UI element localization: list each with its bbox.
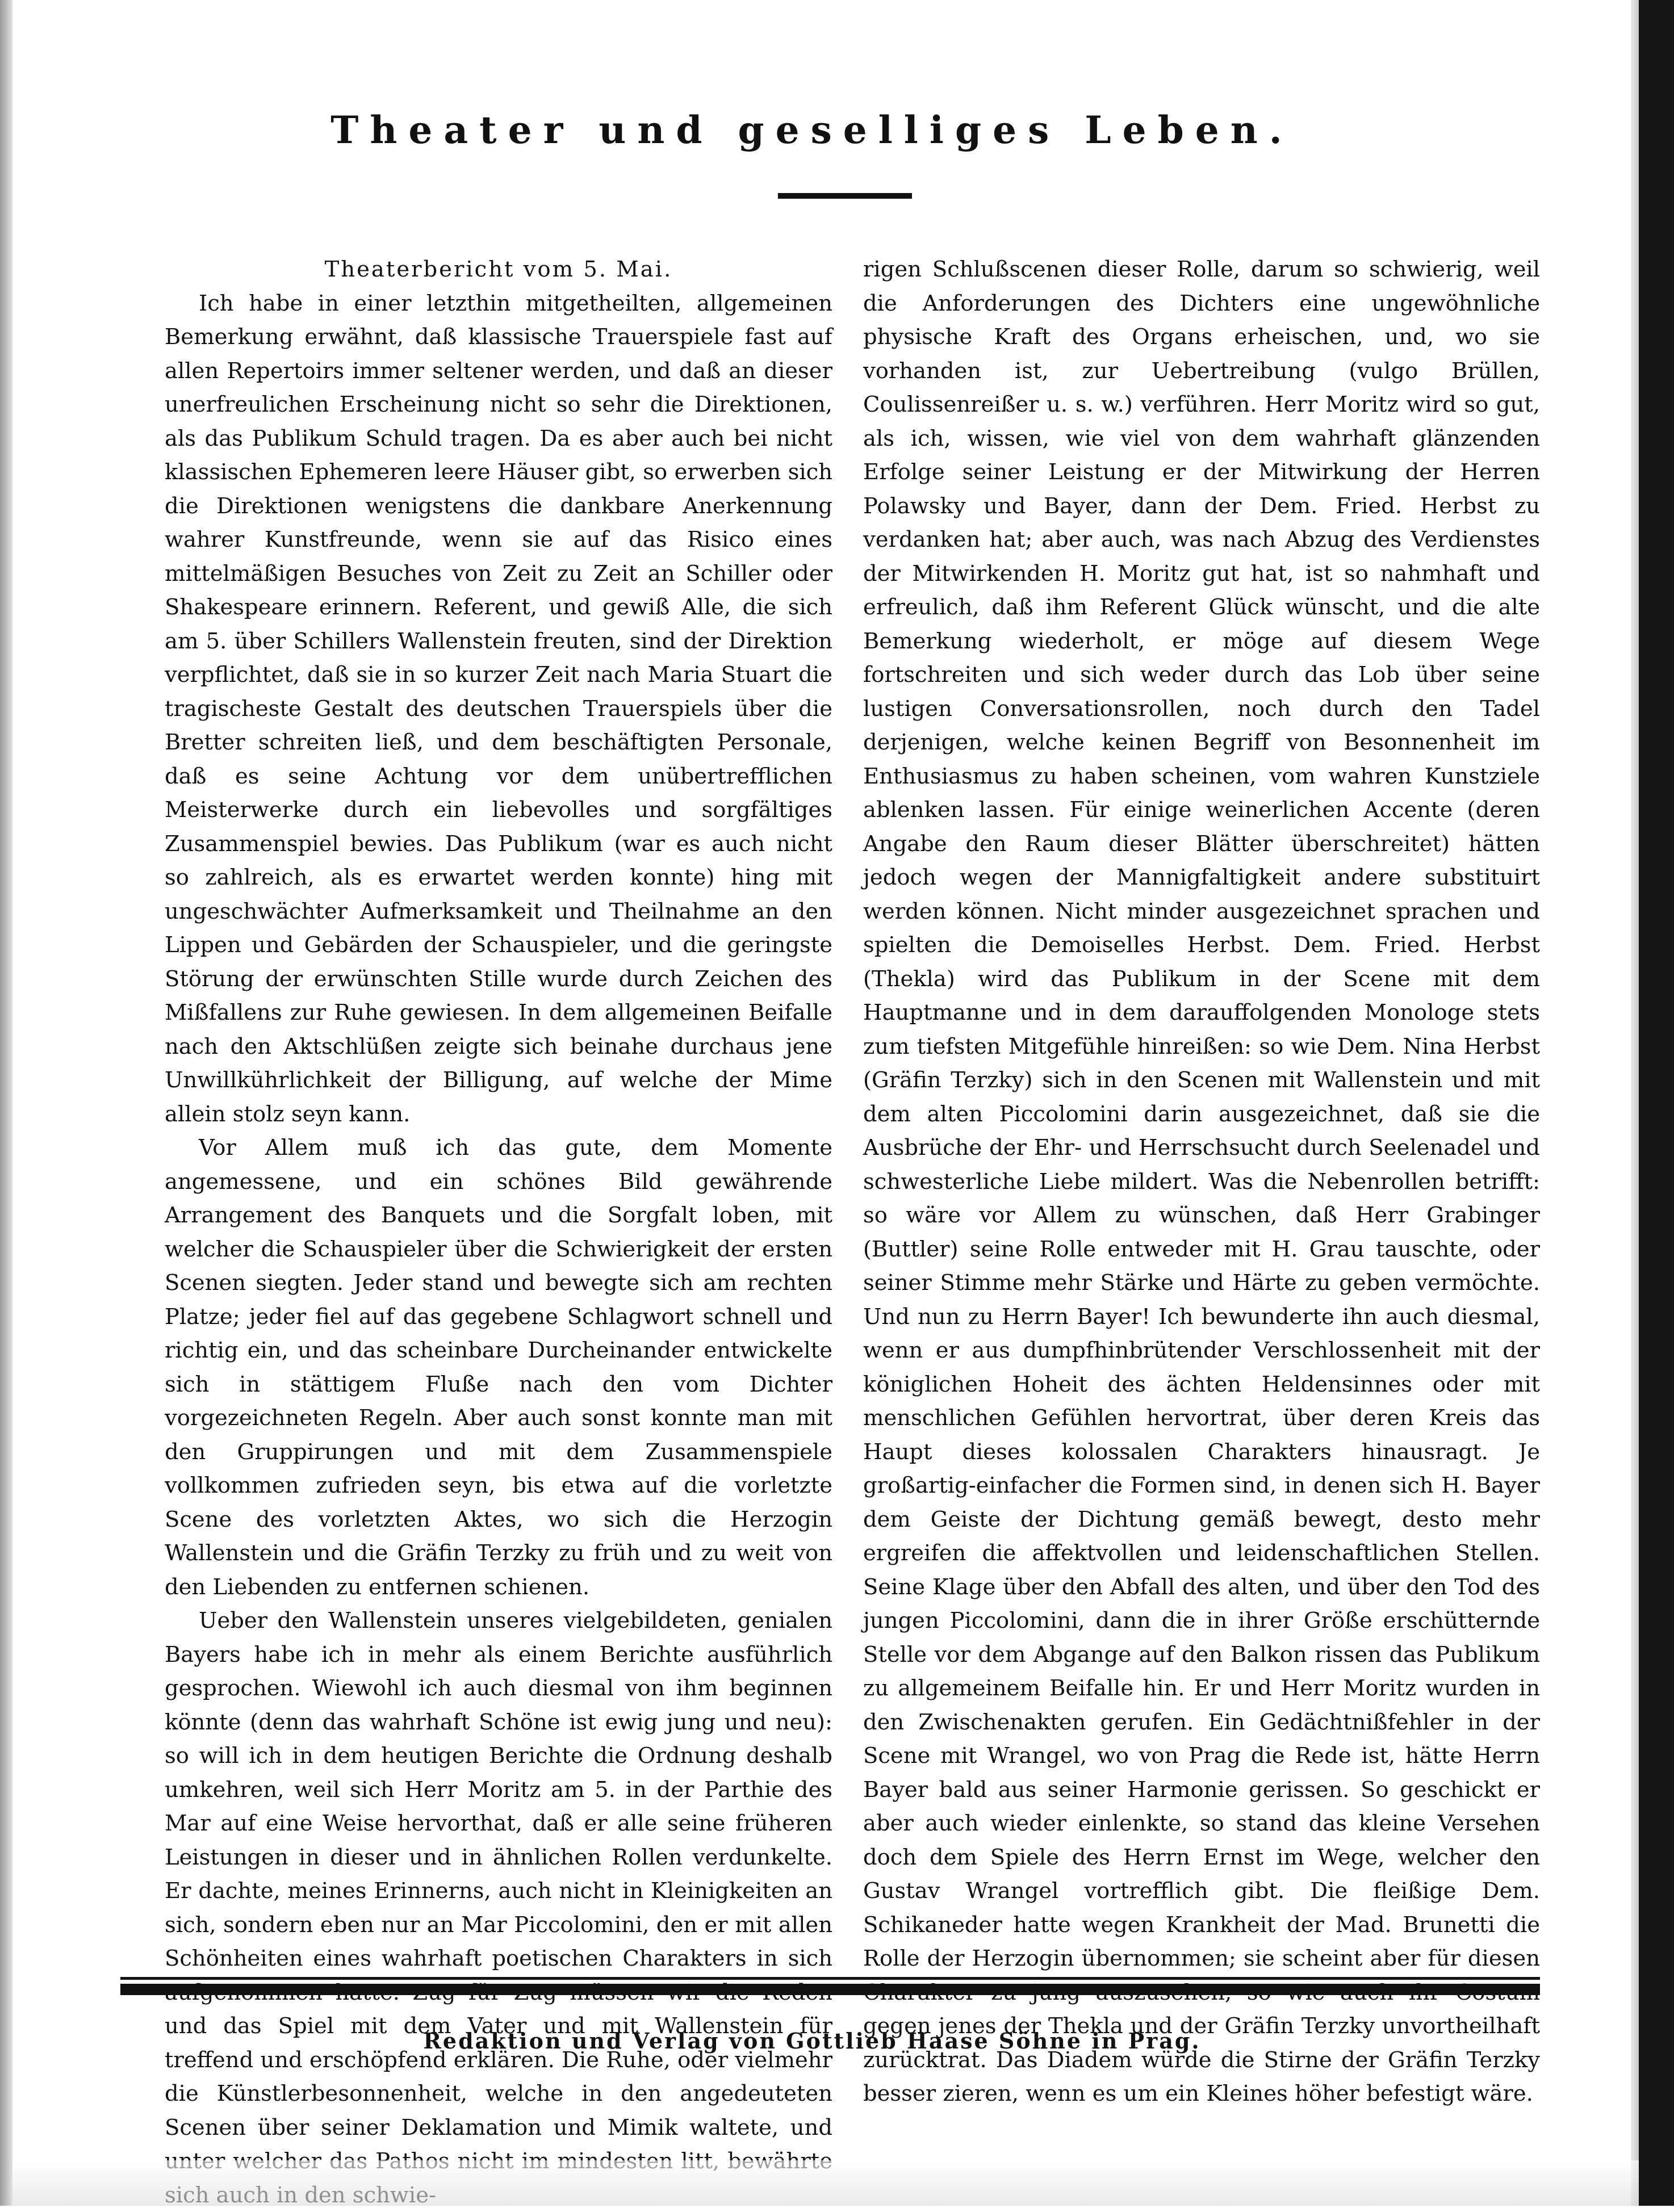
scan-edge-right — [1639, 0, 1674, 2206]
scan-bottom-smudge — [12, 2160, 1639, 2206]
article-paragraph: Ich habe in einer letzthin mitgetheilten, allgemeinen Bemerkung erwähnt, daß klassische Trauerspiele fast auf allen Repertoirs immer seltener werden, und daß an dieser unerfreulichen Erscheinung nicht so sehr die Direktionen, als das Publikum Schuld tragen. Da es aber auch bei nicht klassischen Ephemeren leere Häuser gibt, so erwerben sich die Direktionen wenigstens die dankbare Anerkennung wahrer Kunstfreunde, wenn sie auf das Risico eines mittelmäßigen Besuches von Zeit zu Zeit an Schiller oder Shakespeare erinnern. Referent, und gewiß Alle, die sich am 5. über Schillers Wallenstein freuten, sind der Direktion verpflichtet, daß sie in so kurzer Zeit nach Maria Stuart die tragischeste Gestalt des deutschen Trauerspiels über die Bretter schreiten ließ, und dem beschäftigten Personale, daß es seine Achtung vor dem unübertrefflichen Meisterwerke durch ein liebevolles und sorgfältiges Zusammenspiel bewies. Das Publikum (war es auch nicht so zahlreich, als es erwartet werden konnte) hing mit ungeschwächter Aufmerksamkeit und Theilnahme an den Lippen und Gebärden der Schauspieler, und die geringste Störung der erwünschten Stille wurde durch Zeichen des Mißfallens zur Ruhe gewiesen. In dem allgemeinen Beifalle nach den Aktschlüßen zeigte sich beinahe durchaus jene Unwillkührlichkeit der Billigung, auf welche der Mime allein stolz seyn kann. — [165, 290, 832, 1127]
imprint: Redaktion und Verlag von Gottlieb Haase Söhne in Prag. — [423, 2028, 1201, 2054]
scan-edge-right-shadow — [1631, 0, 1639, 2206]
title-rule — [778, 193, 912, 199]
article-paragraph-continued: rigen Schlußscenen dieser Rolle, darum so schwierig, weil die Anforderungen des Dichters eine ungewöhnliche physische Kraft des Organs erheischen, und, wo sie vorhanden ist, zur Uebertreibung (vulgo Brüllen, Coulissenreißer u. s. w.) verführen. Herr Moritz wird so gut, als ich, wissen, wie viel von dem wahrhaft glänzenden Erfolge seiner Leistung er der Mitwirkung der Herren Polawsky und Bayer, dann der Dem. Fried. Herbst zu verdanken hat; aber auch, was nach Abzug des Verdienstes der Mitwirkenden H. Moritz gut hat, ist so nahmhaft und erfreulich, daß ihm Referent Glück wünscht, und die alte Bemerkung wiederholt, er möge auf diesem Wege fortschreiten und sich weder durch das Lob über seine lustigen Conversationsrollen, noch durch den Tadel derjenigen, welche keinen Begriff von Besonnenheit im Enthusiasmus zu haben scheinen, vom wahren Kunstziele ablenken lassen. Für einige weinerlichen Accente (deren Angabe den Raum dieser Blätter überschreitet) hätten jedoch wegen der Mannigfaltigkeit andere substituirt werden können. Nicht minder ausgezeichnet sprachen und spielten die Demoiselles Herbst. Dem. Fried. Herbst (Thekla) wird das Publikum in der Scene mit dem Hauptmanne und in dem darauffolgenden Monologe stets zum tiefsten Mitgefühle hinreißen: so wie Dem. Nina Herbst (Gräfin Terzky) sich in den Scenen mit Wallenstein und mit dem alten Piccolomini darin ausgezeichnet, daß sie die Ausbrüche der Ehr- und Herrschsucht durch Seelenadel und schwesterliche Liebe mildert. Was die Nebenrollen betrifft: so wäre vor Allem zu wünschen, daß Herr Grabinger (Buttler) seine Rolle entweder mit H. Grau tauschte, oder seiner Stimme mehr Stärke und Härte zu geben vermöchte. Und nun zu Herrn Bayer! Ich bewunderte ihn auch diesmal, wenn er aus dumpfhinbrütender Verschlossenheit mit der königlichen Hoheit des ächten Heldensinnes oder mit menschlichen Gefühlen hervortrat, über deren Kreis das Haupt dieses kolossalen Charakters hinausragt. Je großartig-einfacher die Formen sind, in denen sich H. Bayer dem Geiste der Dichtung gemäß bewegt, desto mehr ergreifen die affektvollen und leidenschaftlichen Stellen. Seine Klage über den Abfall des alten, und über den Tod des jungen Piccolomini, dann die in ihrer Größe erschütternde Stelle vor dem Abgange auf den Balkon rissen das Publikum zu allgemeinem Beifalle hin. Er und Herr Moritz wurden in den Zwischenakten gerufen. Ein Gedächtnißfehler in der Scene mit Wrangel, wo von Prag die Rede ist, hätte Herrn Bayer bald aus seiner Harmonie gerissen. So geschickt er aber auch wieder einlenkte, so stand das kleine Versehen doch dem Spiele des Herrn Ernst im Wege, welcher den Gustav Wrangel vortrefflich gibt. Die fleißige Dem. Schikaneder hatte wegen Krankheit der Mad. Brunetti die Rolle der Herzogin übernommen; sie scheint aber für diesen gegen jenes der Thekla und der Gräfin Terzky unvortheilhaft zurücktrat. Das Diadem würde die Stirne der Gräfin Terzky besser zieren, wenn es um ein Kleines höher befestigt wäre. — [863, 257, 1540, 2106]
page-title: Theater und geselliges Leben. — [330, 108, 1294, 152]
article-heading: Theaterbericht vom 5. Mai. — [324, 257, 673, 282]
footer-rule-thick — [120, 1984, 1540, 1995]
article-paragraph: Vor Allem muß ich das gute, dem Momente angemessene, und ein schönes Bild gewährende Arrangement des Banquets und die Sorgfalt loben, mit welcher die Schauspieler über die Schwierigkeit der ersten Scenen siegten. Jeder stand und bewegte sich am rechten Platze; jeder fiel auf das gegebene Schlagwort schnell und richtig ein, und das scheinbare Durcheinander entwickelte sich in stättigem Fluße nach den vom Dichter vorgezeichneten Regeln. Aber auch sonst konnte man mit den Gruppirungen und mit dem Zusammenspiele vollkommen zufrieden seyn, bis etwa auf die vorletzte Scene des vorletzten Aktes, wo sich die Herzogin Wallenstein und die Gräfin Terzky zu früh und zu weit von den Liebenden zu entfernen schienen. — [165, 1135, 832, 1600]
footer-rule-thin — [120, 1977, 1540, 1980]
article-paragraph: Ueber den Wallenstein unseres vielgebildeten, genialen Bayers habe ich in mehr als einem Berichte ausführlich gesprochen. Wiewohl ich auch diesmal von ihm beginnen könnte (denn das wahrhaft Schöne ist ewig jung und neu): so will ich in dem heutigen Berichte die Ordnung deshalb umkehren, weil sich Herr Moritz am 5. in der Parthie des Mar auf eine Weise hervorthat, daß er alle seine früheren Leistungen in dieser und in ähnlichen Rollen verdunkelte. Er dachte, meines Erinnerns, auch nicht in Kleinigkeiten an sich, sondern eben nur an Mar Piccolomini, den er mit allen Schönheiten eines wahrhaft poetischen Charakters in sich und das Spiel mit dem Vater und mit Wallenstein für treffend und erschöpfend erklären. Die Ruhe, oder vielmehr die Künstlerbesonnenheit, welche in den angedeuteten Scenen über seiner Deklamation und Mimik waltete, und — [165, 1608, 832, 2140]
article-column-right — [863, 253, 1540, 2106]
